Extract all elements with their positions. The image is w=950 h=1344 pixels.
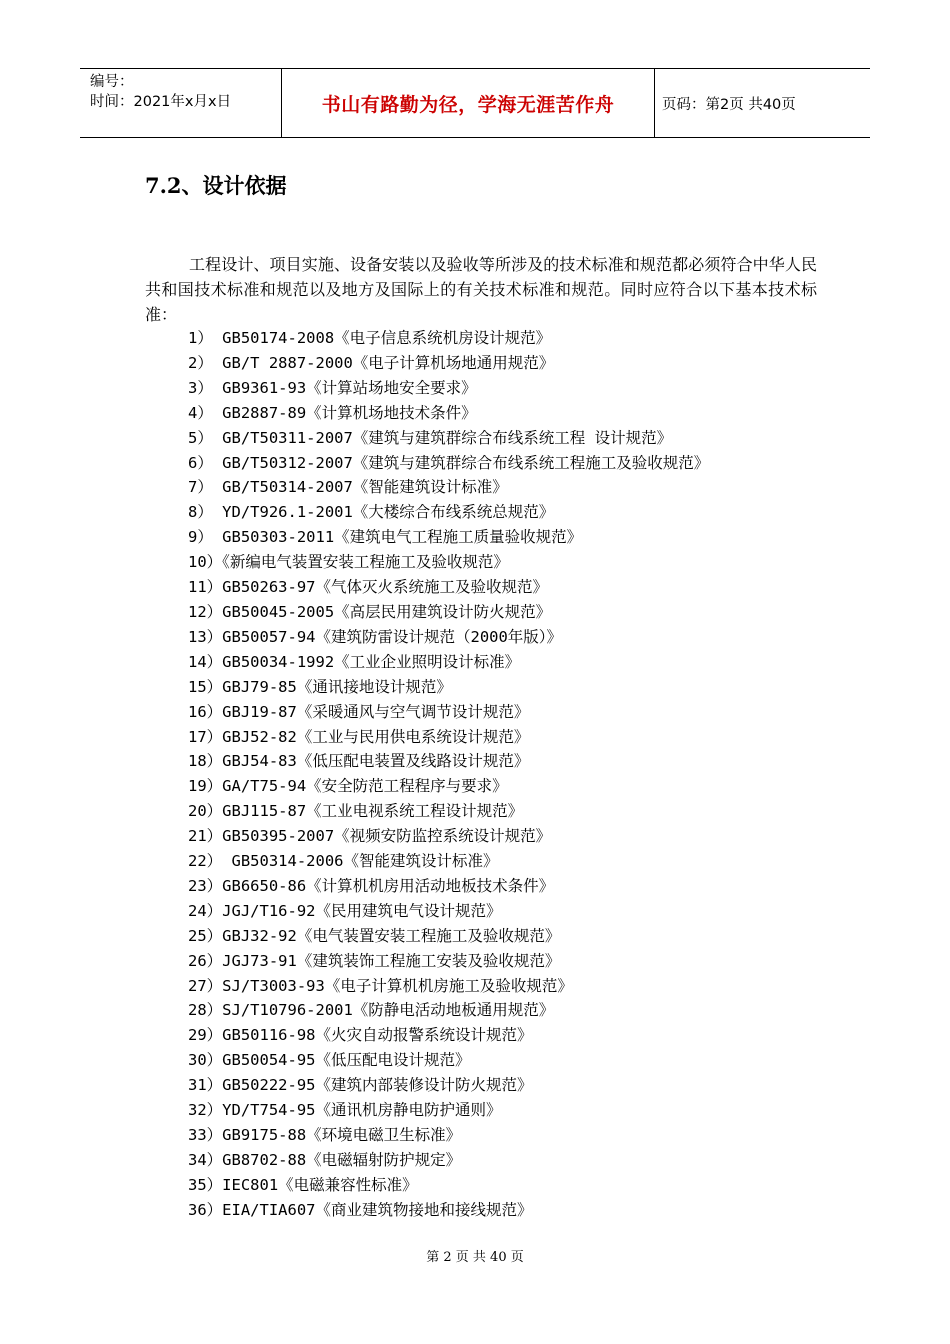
reference-item: 5） GB/T50311-2007《建筑与建筑群综合布线系统工程 设计规范》 <box>188 428 673 447</box>
reference-item: 21）GB50395-2007《视频安防监控系统设计规范》 <box>188 827 552 846</box>
reference-item: 20）GBJ115-87《工业电视系统工程设计规范》 <box>188 802 524 821</box>
reference-list <box>188 326 709 1223</box>
reference-item: 19）GA/T75-94《安全防范工程程序与要求》 <box>188 777 508 796</box>
section-title: 7.2、设计依据 <box>145 173 287 198</box>
reference-item: 9） GB50303-2011《建筑电气工程施工质量验收规范》 <box>188 528 583 547</box>
reference-item: 1） GB50174-2008《电子信息系统机房设计规范》 <box>188 329 552 347</box>
header-motto: 书山有路勤为径，学海无涯苦作舟 <box>282 69 655 137</box>
reference-item: 16）GBJ19-87《采暖通风与空气调节设计规范》 <box>188 702 530 721</box>
page-footer: 第 2 页 共 40 页 <box>426 1250 524 1265</box>
reference-item: 22） GB50314-2006《智能建筑设计标准》 <box>188 852 499 871</box>
reference-item: 29）GB50116-98《火灾自动报警系统设计规范》 <box>188 1026 533 1045</box>
reference-item: 4） GB2887-89《计算机场地技术条件》 <box>188 403 477 422</box>
reference-item: 6） GB/T50312-2007《建筑与建筑群综合布线系统工程施工及验收规范》 <box>188 453 710 472</box>
reference-item: 32）YD/T754-95《通讯机房静电防护通则》 <box>188 1101 502 1120</box>
reference-item: 27）SJ/T3003-93《电子计算机机房施工及验收规范》 <box>188 976 573 995</box>
page-header <box>80 68 870 138</box>
reference-item: 36）EIA/TIA607《商业建筑物接地和接线规范》 <box>188 1200 533 1219</box>
reference-item: 12）GB50045-2005《高层民用建筑设计防火规范》 <box>188 602 552 621</box>
reference-item: 33）GB9175-88《环境电磁卫生标准》 <box>188 1126 462 1144</box>
reference-item: 17）GBJ52-82《工业与民用供电系统设计规范》 <box>188 727 530 746</box>
reference-item: 31）GB50222-95《建筑内部装修设计防火规范》 <box>188 1076 533 1095</box>
reference-item: 10）《新编电气装置安装工程施工及验收规范》 <box>188 553 509 572</box>
reference-item: 11）GB50263-97《气体灭火系统施工及验收规范》 <box>188 578 548 597</box>
reference-item: 25）GBJ32-92《电气装置安装工程施工及验收规范》 <box>188 926 561 945</box>
reference-item: 23）GB6650-86《计算机机房用活动地板技术条件》 <box>188 876 555 895</box>
header-meta <box>80 69 282 137</box>
reference-item: 15）GBJ79-85《通讯接地设计规范》 <box>188 677 452 696</box>
reference-item: 2） GB/T 2887-2000《电子计算机场地通用规范》 <box>188 353 555 372</box>
reference-item: 26）JGJ73-91《建筑装饰工程施工安装及验收规范》 <box>188 951 561 970</box>
reference-item: 18）GBJ54-83《低压配电装置及线路设计规范》 <box>188 752 530 771</box>
reference-item: 8） YD/T926.1-2001《大楼综合布线系统总规范》 <box>188 503 555 522</box>
reference-item: 28）SJ/T10796-2001《防静电活动地板通用规范》 <box>188 1001 555 1020</box>
reference-item: 35）IEC801《电磁兼容性标准》 <box>188 1175 418 1194</box>
header-page-info: 页码：第2页 共40页 <box>662 96 796 113</box>
reference-item: 7） GB/T50314-2007《智能建筑设计标准》 <box>188 478 508 497</box>
reference-item: 14）GB50034-1992《工业企业照明设计标准》 <box>188 652 521 671</box>
reference-item: 24）JGJ/T16-92《民用建筑电气设计规范》 <box>188 901 502 920</box>
document-number-label: 编号： <box>90 74 134 90</box>
document-date: 时间：2021年x月x日 <box>90 94 232 110</box>
reference-item: 34）GB8702-88《电磁辐射防护规定》 <box>188 1150 462 1169</box>
section-intro: 工程设计、项目实施、设备安装以及验收等所涉及的技术标准和规范都必须符合中华人民共和国技术标准和规范以及地方及国际上的有关技术标准和规范。同时应符合以下基本技术标准： <box>145 255 817 324</box>
reference-item: 3） GB9361-93《计算站场地安全要求》 <box>188 378 477 397</box>
reference-item: 30）GB50054-95《低压配电设计规范》 <box>188 1051 471 1070</box>
reference-item: 13）GB50057-94《建筑防雷设计规范（2000年版）》 <box>188 627 563 646</box>
